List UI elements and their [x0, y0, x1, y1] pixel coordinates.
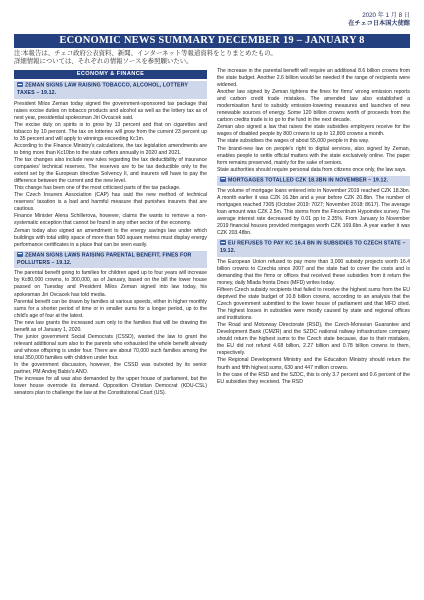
paragraph: This change has been one of the most criticised parts of the tax package. — [14, 185, 181, 192]
paragraph: The new law grants the increased sum only to the families that will be drawing the benefit as of January 1, 2020. — [14, 319, 207, 333]
news-icon — [17, 82, 23, 87]
news-icon — [220, 240, 226, 245]
paragraph: The volume of mortgage loans entered into in November 2019 reached CZK 18.3bn. A month earlier it was CZK 16.3bn and a year before CZK 20.8bn. The number of mortgages reached 7305 (October 2019: 7027; November 2018: 8617). The average loan amount was CZK 2.5m. This stems from the Fincentrum Hypoindex survey. The average interest rate decreased by 0.01 pp to 2.35%. From January to November 2019 financial houses provided mortgages worth CZK 169.6bn. A year earlier it was CZK 203.48bn. — [217, 187, 410, 237]
paragraph: State authorities should require personal data from citizens once only, the law says. — [217, 166, 407, 173]
paragraph: Fifteen Czech subsidy recipients that failed to receive the highest sums from the EU deprived the state budget of 10.8 billion crowns, according to an analysis that the Czech government submitted to the lower house of parliament and that MFD cited. The highest losses in subsidies were mostly caused by state and regional offices and institutions. — [217, 287, 410, 322]
paragraph: The increase for all was also demanded by the upper house of parliament, but the lower house overrode its demand. Opposition Christian Democrat (KDU-CSL) senators plan to challenge the law at the Constitutional Court (US). — [14, 376, 207, 397]
article-title-text: EU REFUSES TO PAY KC 16.4 BN IN SUBSIDIES TO CZECH STATE – 19.12. — [220, 240, 406, 255]
news-icon — [220, 177, 226, 182]
paragraph: Finance Minister Alena Schillerova, however, claims the wants to remove a non-systematic exception that cannot be found in any other sector of the economy. — [14, 213, 207, 227]
paragraph: Parental benefit can be drawn by families at various speeds, either in higher monthly sums for a shorter period of time or in smaller sums for a longer period, up to the child's age of four at the latest. — [14, 298, 207, 319]
paragraph: The brand-new law on people's right to digital services, also signed by Zeman, enables people to settle official matters with the state exclusively online. The paper form remains preserved, mainly for the sake of seniors. — [217, 145, 410, 166]
disclaimer-line-1: 注:本報告は、チェコ政府公表資料、新聞、インターネット等報道資料をとりまとめたもの。 — [14, 50, 277, 57]
paragraph: President Milos Zeman today signed the government-sponsored tax package that raises excise duties on tobacco products and alcohol as well as the lottery tax as of next year, presidential spokesman Jiri Ovcacek said. — [14, 100, 207, 121]
paragraph: In the government discussion, however, the CSSD was outvoted by its senior partner, PM Andrej Babis's ANO. — [14, 361, 207, 376]
paragraph: Another law signed by Zeman tightens the fines for firms' wrong emission reports and carbon credit trade mistakes. The amended law also established a modernisation fund to subsidy emission-lowering measures and launches of new renewable sources of energy. Some 120 billion crowns worth of proceeds from the carbon credits trade is to go to the fund in the next decade. — [217, 89, 410, 124]
paragraph: The Czech Insurers Association (CAP) has said the new method of technical reserves' taxation is a bad and harmful measure that punishes insurers that are cautious. — [14, 192, 207, 213]
paragraph: The European Union refused to pay more than 3,000 subsidy projects worth 16.4 billion crowns to Czechia since 2007 and the state had to cover the costs and is demanding that the firms or offices that received these subsidies from it return the money, daily Mlada fronta Dnes (MFD) writes today. — [217, 258, 410, 286]
left-column — [14, 70, 207, 594]
document-date: 2020 年 1 月 8 日 — [362, 12, 410, 19]
article-title-text: ZEMAN SIGNS LAW RAISING TOBACCO, ALCOHOL, LOTTERY TAXES – 19.12. — [17, 82, 188, 97]
article-title — [14, 81, 207, 99]
section-heading: ECONOMY & FINANCE — [14, 70, 207, 79]
article-title — [217, 176, 410, 186]
paragraph: The junior government Social Democrats (CSSD), wanted the law to grant the relevant additional sum also to the parents who exhausted the whole benefit already and whose offspring is under four. There are about 70,000 such families among the total 350,000 families with children under four. — [14, 333, 207, 361]
paragraph: The parental benefit going to families for children aged up to four years will increase by Kc80,000 crowns, to 300,000, as of January, based on the bill the lower house passed on Tuesday and President Milos Zeman signed into law today, his spokesman Jiri Ovcacek has told media. — [14, 270, 207, 298]
paragraph: Zeman today also signed an amendment to the energy savings law under which buildings with total utility space of more than 500 square metres must display energy performance certificates in a place that can be seen easily. — [14, 227, 207, 248]
article-title — [14, 251, 207, 269]
paragraph: The state subsidises the wages of about 55,000 people in this way. — [217, 138, 370, 145]
paragraph: The increase in the parental benefit will require an additional 8.6 billion crowns from the state budget. Another 2.6 billion would be needed if the range of recipients were widened. — [217, 68, 410, 89]
paragraph: Zeman also signed a law that raises the state subsidies employers receive for the wages of disabled people by 800 crowns to up to 12,800 crowns a month. — [217, 124, 410, 138]
paragraph: The Regional Development Ministry and the Education Ministry should return the fourth and fifth highest sums, 630 and 447 million crowns. — [217, 357, 410, 371]
news-icon — [17, 252, 23, 257]
document-issuer: 在チェコ日本国大使館 — [348, 20, 410, 27]
paragraph: In the case of the RSD and the SZDC, this is only 3.7 percent and 0.6 percent of the EU subsidies they received. The RSD — [217, 371, 410, 385]
document-header — [348, 12, 410, 28]
right-column — [217, 68, 410, 592]
article-title — [217, 239, 410, 257]
disclaimer-line-2: 詳細情報については、それぞれの情報ソースを参照願いたい。 — [14, 58, 193, 66]
paragraph: The excise duty on spirits is to grow by 13 percent and that on cigarettes and tobacco by 10 percent. The tax on lotteries will grow from the current 23 percent up to 35 percent and will apply to winnings exceeding Kc1m. — [14, 121, 207, 142]
article-title-text: MORTGAGES TOTALLED CZK 18.3BN IN NOVEMBER – 19.12. — [228, 177, 389, 184]
disclaimer-notice — [14, 50, 410, 67]
document-title: ECONOMIC NEWS SUMMARY DECEMBER 19 – JANUARY 8 — [14, 34, 410, 48]
paragraph: The tax changes also include new rules regarding the tax deductibility of insurance companies' technical reserves. The reserves are to be tax deductible only to the extent set by the European directive Solvency II, and insurers will have to pay the difference between the current and the new level. — [14, 157, 207, 185]
paragraph: According to the Finance Ministry's calculations, the tax legislation amendments are to bring more than Kc10bn to the state coffers annually in 2020 and 2021. — [14, 142, 207, 157]
paragraph: The Road and Motorway Directorate (RSD), the Czech-Moravian Guarantee and Development Bank (CMZR) and the SZDC national railway infrastructure company should return the highest sums to the Czech state because, due to their mistakes, the EU did not refund 4.68 billion, 2.27 billion and 0.78 billion crowns to them, respectively. — [217, 322, 410, 357]
article-title-text: ZEMAN SIGNS LAWS RAISING PARENTAL BENEFIT, FINES FOR POLLUTERS – 19.12. — [17, 252, 192, 266]
